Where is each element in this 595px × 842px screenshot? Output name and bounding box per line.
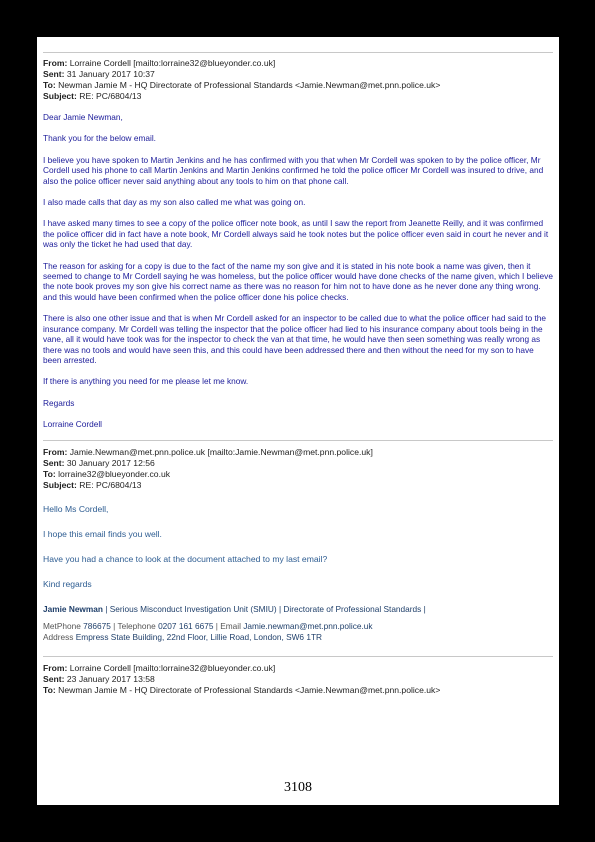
from-value: Lorraine Cordell [mailto:lorraine32@blueyonder.co.uk] [69,662,276,673]
paragraph: I also made calls that day as my son also called me what was going on. [43,197,306,208]
to-label: To: [43,80,56,90]
divider [43,52,553,53]
address-label: Address [43,631,74,642]
paragraph: I hope this email finds you well. [43,528,162,539]
to-label: To: [43,468,56,479]
from-value: Lorraine Cordell [mailto:lorraine32@blueyonder.co.uk] [69,58,276,68]
subject-value: RE: PC/6804/13 [79,479,142,490]
subject-label: Subject: [43,91,77,101]
divider [43,440,553,441]
page-number: 3108 [284,780,312,795]
signature: Lorraine Cordell [43,419,103,430]
email-signature [43,604,553,643]
sent-label: Sent: [43,457,65,468]
from-label: From: [43,662,68,673]
to-value: Newman Jamie M - HQ Directorate of Professional Standards <Jamie.Newman@met.pnn.police.uk> [58,80,441,90]
to-value: Newman Jamie M - HQ Directorate of Professional Standards <Jamie.Newman@met.pnn.police.uk> [58,684,441,695]
document-page [37,37,559,805]
telephone-value: 0207 161 6675 [158,620,214,631]
greeting: Dear Jamie Newman, [43,112,123,122]
paragraph: If there is anything you need for me please let me know. [43,376,249,387]
sent-value: 30 January 2017 12:56 [66,457,155,468]
email-header [43,663,553,696]
sig-unit: | Serious Misconduct Investigation Unit (SMIU) | Directorate of Professional Standards | [105,603,426,614]
email-header [43,58,553,102]
paragraph: The reason for asking for a copy is due to the fact of the name my son give and it is stated in his note book a name was given, then it seemed to change to Mr Cordell saying he was homeless, but the police officer would have done checks of the name given, which I believe the note book proves my son give his correct name as there was no reason for him not to have done as he never done any thing wrong. and this would have been confirmed when the police officer done his police checks. [43,260,553,302]
metphone-value: 786675 [83,620,111,631]
from-label: From: [43,58,68,68]
email-value[interactable]: Jamie.newman@met.pnn.police.uk [243,620,373,631]
telephone-label: | Telephone [113,620,156,631]
email-body [43,504,553,643]
email-label: | Email [215,620,241,631]
paragraph: I have asked many times to see a copy of the police officer note book, as until I saw the report from Jeanette Reilly, and it was confirmed the police officer did in fact have a note book, Mr Cordell always said he took notes but the police officer even said in court he never and it was only the ticket he had used that day. [43,218,549,250]
paragraph: Thank you for the below email. [43,133,156,144]
to-label: To: [43,684,56,695]
address-value: Empress State Building, 22nd Floor, Lillie Road, London, SW6 1TR [75,631,323,642]
sent-label: Sent: [43,673,65,684]
regards: Regards [43,397,75,408]
subject-label: Subject: [43,479,77,490]
email-header [43,447,553,491]
metphone-label: MetPhone [43,620,81,631]
paragraph: There is also one other issue and that is when Mr Cordell asked for an inspector to be called due to what the police officer had said to the insurance company. Mr Cordell was telling the inspector that the police officer had lied to his insurance company about tools being in the vane, all it would have took was for the inspector to check the van at that time, he would have then seen something was really wrong as there was no tools and would have seen this, and this could have been addressed there and then without the need for my son to have been arrested. [43,313,547,365]
sent-value: 31 January 2017 10:37 [66,69,155,79]
sent-value: 23 January 2017 13:58 [66,673,155,684]
divider [43,656,553,657]
subject-value: RE: PC/6804/13 [79,91,142,101]
sent-label: Sent: [43,69,65,79]
regards: Kind regards [43,578,92,589]
email-body [43,112,553,430]
from-value: Jamie.Newman@met.pnn.police.uk [mailto:Jamie.Newman@met.pnn.police.uk] [69,446,373,457]
greeting: Hello Ms Cordell, [43,503,109,514]
paragraph: I believe you have spoken to Martin Jenkins and he has confirmed with you that when Mr Cordell was spoken to by the police officer, Mr Cordell used his phone to call Martin Jenkins and Martin Jenkins confirmed he told the police officer Mr Cordell was insured to drive, and also the police officer never said anything about any tools to him on that phone call. [43,154,544,186]
from-label: From: [43,446,68,457]
paragraph: Have you had a chance to look at the document attached to my last email? [43,553,328,564]
sig-name: Jamie Newman [43,603,103,614]
to-value: lorraine32@blueyonder.co.uk [58,468,171,479]
